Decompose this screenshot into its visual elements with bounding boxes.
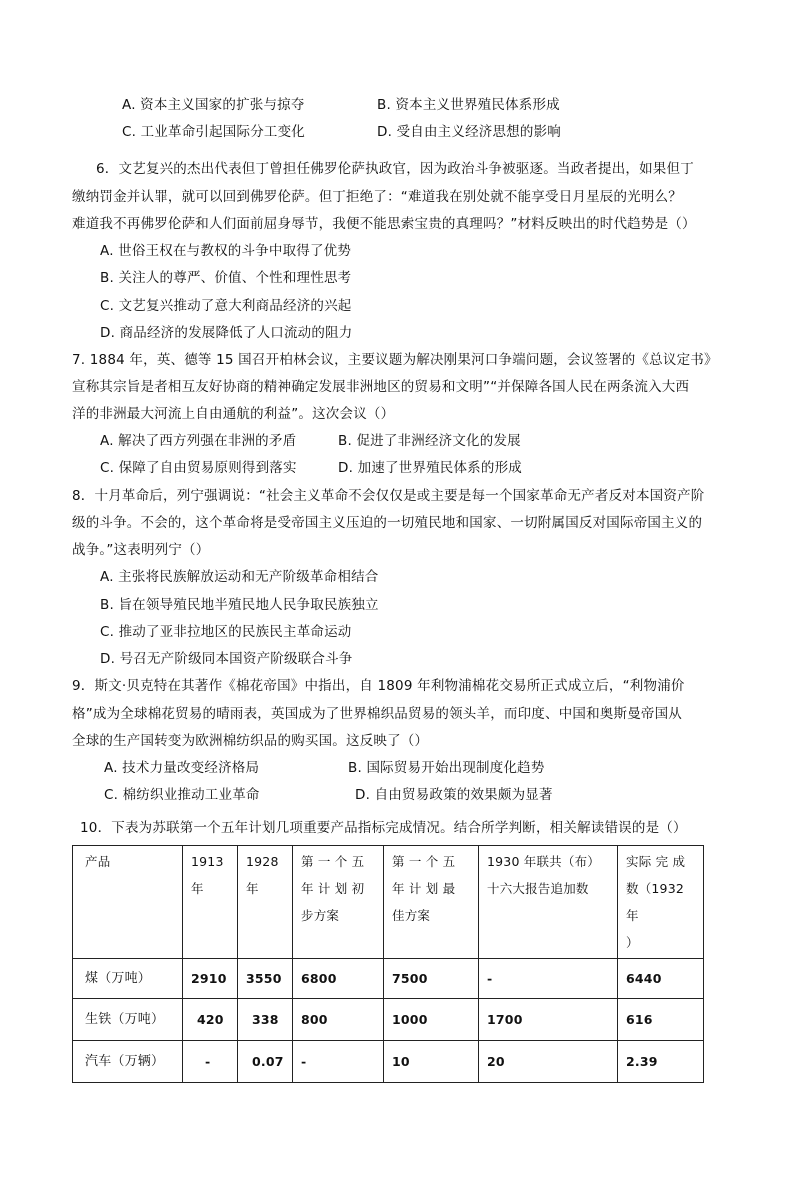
q8-option-a: A. 主张将民族解放运动和无产阶级革命相结合 (100, 569, 379, 585)
q8-option-c: C. 推动了亚非拉地区的民族民主革命运动 (100, 624, 352, 640)
header-cell: 第 一 个 五 年 计 划 最 佳方案 (384, 846, 479, 959)
q6-line-3: 难道我不再佛罗伦萨和人们面前屈身辱节，我便不能思索宝贵的真理吗？”材料反映出的时代趋势是（） (72, 216, 696, 232)
header-cell: 实际 完 成 数（1932 年 ） (618, 846, 704, 959)
q6-line-1: 6．文艺复兴的杰出代表但丁曾担任佛罗伦萨执政官，因为政治斗争被驱逐。当政者提出，如果但丁 (96, 161, 694, 177)
table-cell: 616 (618, 999, 704, 1041)
table-header-row (73, 846, 704, 959)
table-cell: 生铁（万吨） (73, 999, 183, 1041)
q6-line-2: 缴纳罚金并认罪，就可以回到佛罗伦萨。但丁拒绝了：“难道我在别处就不能享受日月星辰的光明么？ (72, 189, 682, 205)
q8-line-1: 8．十月革命后，列宁强调说：“社会主义革命不会仅仅是或主要是每一个国家革命无产者反对本国资产阶 (72, 488, 705, 504)
table-row (73, 959, 704, 999)
q7-option-a: A. 解决了西方列强在非洲的矛盾 (100, 433, 297, 449)
header-cell: 1930 年联共（布） 十六大报告追加数 (479, 846, 618, 959)
table-cell: - (293, 1041, 384, 1083)
table-cell: 0.07 (238, 1041, 293, 1083)
table-cell: 6800 (293, 959, 384, 999)
q8-option-d: D. 号召无产阶级同本国资产阶级联合斗争 (100, 651, 353, 667)
table-cell: 338 (238, 999, 293, 1041)
table-row (73, 1041, 704, 1083)
q9-option-a: A. 技术力量改变经济格局 (104, 760, 260, 776)
q9-line-1: 9．斯文·贝克特在其著作《棉花帝国》中指出，自 1809 年利物浦棉花交易所正式成立后，“利物浦价 (72, 678, 685, 694)
table-cell: 2910 (183, 959, 238, 999)
header-cell: 1928 年 (238, 846, 293, 959)
table-cell: 800 (293, 999, 384, 1041)
header-cell: 1913 年 (183, 846, 238, 959)
table-cell: 3550 (238, 959, 293, 999)
q5-option-b: B. 资本主义世界殖民体系形成 (377, 97, 560, 113)
table-cell: 1700 (479, 999, 618, 1041)
q9-option-c: C. 棉纺织业推动工业革命 (104, 787, 260, 803)
q9-option-d: D. 自由贸易政策的效果颇为显著 (355, 787, 553, 803)
q10-stem: 10．下表为苏联第一个五年计划几项重要产品指标完成情况。结合所学判断，相关解读错误的是（） (80, 820, 687, 836)
q8-line-2: 级的斗争。不会的，这个革命将是受帝国主义压迫的一切殖民地和国家、一切附属国反对国际帝国主义的 (72, 515, 703, 531)
five-year-plan-table (72, 845, 704, 1083)
header-cell: 第 一 个 五 年 计 划 初 步方案 (293, 846, 384, 959)
header-cell: 产品 (73, 846, 183, 959)
q5-option-d: D. 受自由主义经济思想的影响 (377, 124, 561, 140)
q8-line-3: 战争。”这表明列宁（） (72, 542, 210, 558)
table-cell: 汽车（万辆） (73, 1041, 183, 1083)
table-cell: 1000 (384, 999, 479, 1041)
table-cell: 10 (384, 1041, 479, 1083)
table-cell: 420 (183, 999, 238, 1041)
table-cell: 20 (479, 1041, 618, 1083)
q7-option-b: B. 促进了非洲经济文化的发展 (338, 433, 521, 449)
table-cell: 2.39 (618, 1041, 704, 1083)
q5-option-a: A. 资本主义国家的扩张与掠夺 (122, 97, 305, 113)
table-cell: 6440 (618, 959, 704, 999)
q7-option-c: C. 保障了自由贸易原则得到落实 (100, 460, 297, 476)
table-cell: 7500 (384, 959, 479, 999)
q7-line-3: 洋的非洲最大河流上自由通航的利益”。这次会议（） (72, 406, 395, 422)
q9-line-3: 全球的生产国转变为欧洲棉纺织品的购买国。这反映了（） (72, 733, 429, 749)
q7-line-1: 7. 1884 年，英、德等 15 国召开柏林会议，主要议题为解决刚果河口争端问题，会议签署的《总议定书》 (72, 352, 718, 368)
q6-option-c: C. 文艺复兴推动了意大利商品经济的兴起 (100, 298, 352, 314)
table-cell: - (479, 959, 618, 999)
q7-option-d: D. 加速了世界殖民体系的形成 (338, 460, 522, 476)
q7-line-2: 宣称其宗旨是者相互友好协商的精神确定发展非洲地区的贸易和文明”“并保障各国人民在两条流入大西 (72, 379, 690, 395)
table-cell: 煤（万吨） (73, 959, 183, 999)
table-cell: - (183, 1041, 238, 1083)
q6-option-b: B. 关注人的尊严、价值、个性和理性思考 (100, 270, 352, 286)
q6-option-d: D. 商品经济的发展降低了人口流动的阻力 (100, 325, 353, 341)
q5-option-c: C. 工业革命引起国际分工变化 (122, 124, 306, 140)
q9-option-b: B. 国际贸易开始出现制度化趋势 (348, 760, 545, 776)
table-row (73, 999, 704, 1041)
q8-option-b: B. 旨在领导殖民地半殖民地人民争取民族独立 (100, 597, 379, 613)
q9-line-2: 格”成为全球棉花贸易的晴雨表，英国成为了世界棉织品贸易的领头羊，而印度、中国和奥斯曼帝国从 (72, 706, 682, 722)
q6-option-a: A. 世俗王权在与教权的斗争中取得了优势 (100, 243, 352, 259)
